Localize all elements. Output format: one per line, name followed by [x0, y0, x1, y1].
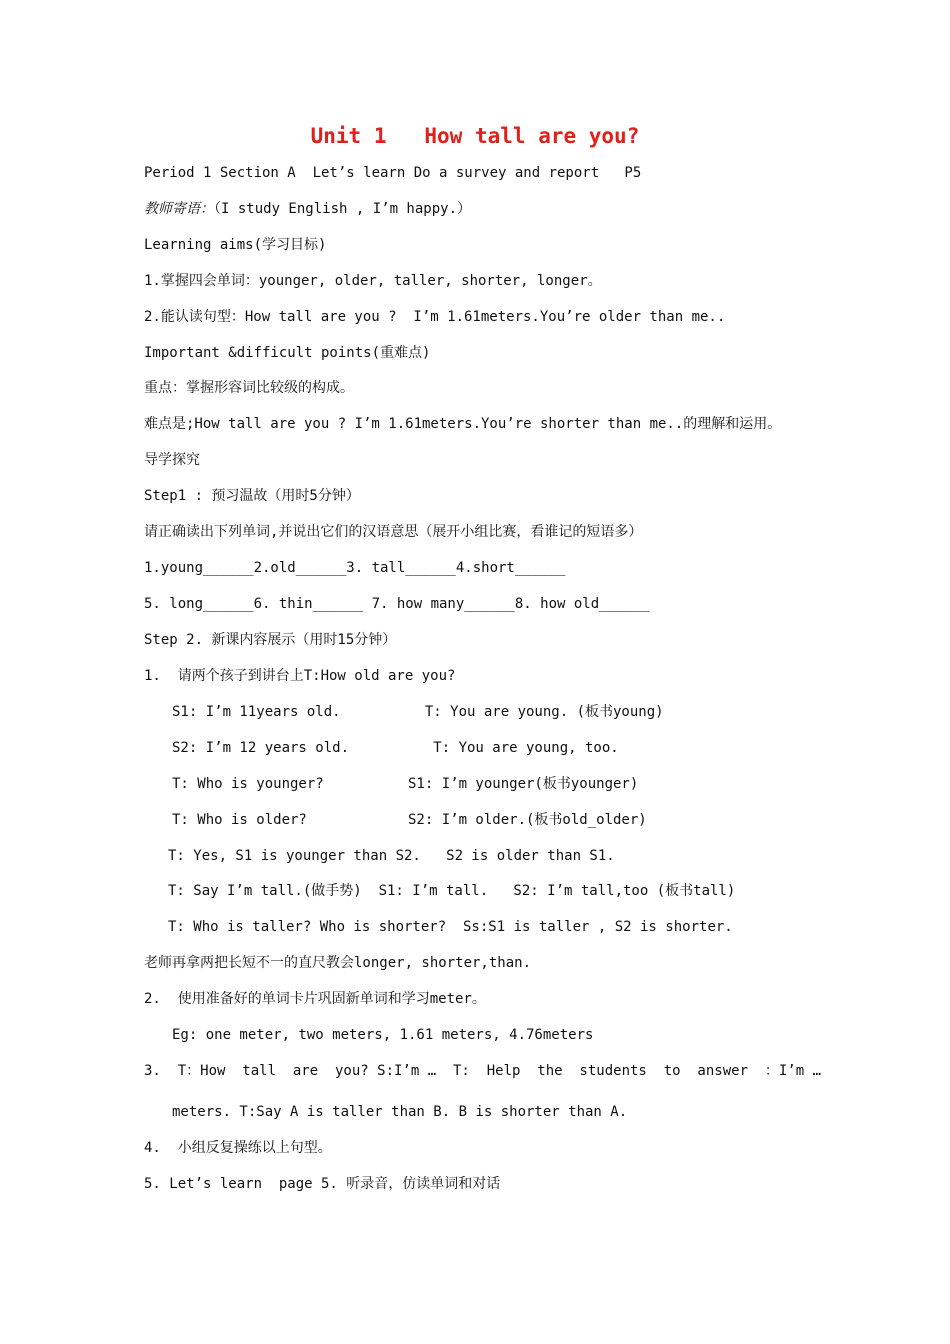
step2-item-1: 1. 请两个孩子到讲台上T:How old are you? [144, 668, 456, 684]
page-title: Unit 1 How tall are you? [310, 124, 640, 148]
key-points-heading: Important &difficult points(重难点) [144, 345, 431, 361]
step2-item-4: 4. 小组反复操练以上句型。 [144, 1140, 332, 1156]
dialogue-line: T: Who is younger? S1: I’m younger(板书younger) [172, 776, 639, 792]
dialogue-line: T: Say I’m tall.(做手势) S1: I’m tall. S2: I’m tall,too (板书tall) [168, 883, 736, 899]
dialogue-line: S2: I’m 12 years old. T: You are young, too. [172, 740, 619, 756]
teacher-message-label: 教师寄语： [144, 201, 214, 217]
period-line: Period 1 Section A Let’s learn Do a survey and report P5 [144, 165, 642, 181]
step2-item-3-cont: meters. T:Say A is taller than B. B is shorter than A. [172, 1104, 628, 1120]
ruler-demo-line: 老师再拿两把长短不一的直尺教会longer, shorter,than. [144, 955, 532, 971]
step2-item-2: 2. 使用准备好的单词卡片巩固新单词和学习meter。 [144, 991, 486, 1007]
step2-heading: Step 2. 新课内容展示（用时15分钟） [144, 632, 397, 648]
guided-study-heading: 导学探究 [144, 452, 200, 468]
dialogue-line: T: Yes, S1 is younger than S2. S2 is older than S1. [168, 848, 615, 864]
vocab-row-1: 1.young______2.old______3. tall______4.short______ [144, 560, 566, 576]
key-point: 重点：掌握形容词比较级的构成。 [144, 380, 354, 396]
step1-heading: Step1 : 预习温故（用时5分钟） [144, 488, 360, 504]
learning-aims-heading: Learning aims(学习目标) [144, 237, 327, 253]
dialogue-line: T: Who is older? S2: I’m older.(板书old_older) [172, 812, 647, 828]
example-line: Eg: one meter, two meters, 1.61 meters, 4.76meters [172, 1027, 594, 1043]
step2-item-5: 5. Let’s learn page 5. 听录音，仿读单词和对话 [144, 1176, 501, 1192]
step2-item-3: 3. T：How tall are you? S:I’m … T: Help the students to answer ：I’m … [144, 1063, 822, 1079]
aim-2: 2.能认读句型：How tall are you ? I’m 1.61meters.You’re older than me.. [144, 309, 726, 325]
teacher-message [144, 199, 471, 219]
teacher-message-text: （I study English , I’m happy.） [214, 201, 472, 217]
dialogue-line: T: Who is taller? Who is shorter? Ss:S1 is taller , S2 is shorter. [168, 919, 733, 935]
vocab-row-2: 5. long______6. thin______ 7. how many______8. how old______ [144, 596, 650, 612]
step1-instruction: 请正确读出下列单词,并说出它们的汉语意思（展开小组比赛，看谁记的短语多） [144, 524, 643, 540]
difficult-point: 难点是;How tall are you ? I’m 1.61meters.You’re shorter than me..的理解和运用。 [144, 416, 782, 432]
dialogue-line: S1: I’m 11years old. T: You are young. (板书young) [172, 704, 664, 720]
aim-1: 1.掌握四会单词：younger, older, taller, shorter, longer。 [144, 273, 602, 289]
